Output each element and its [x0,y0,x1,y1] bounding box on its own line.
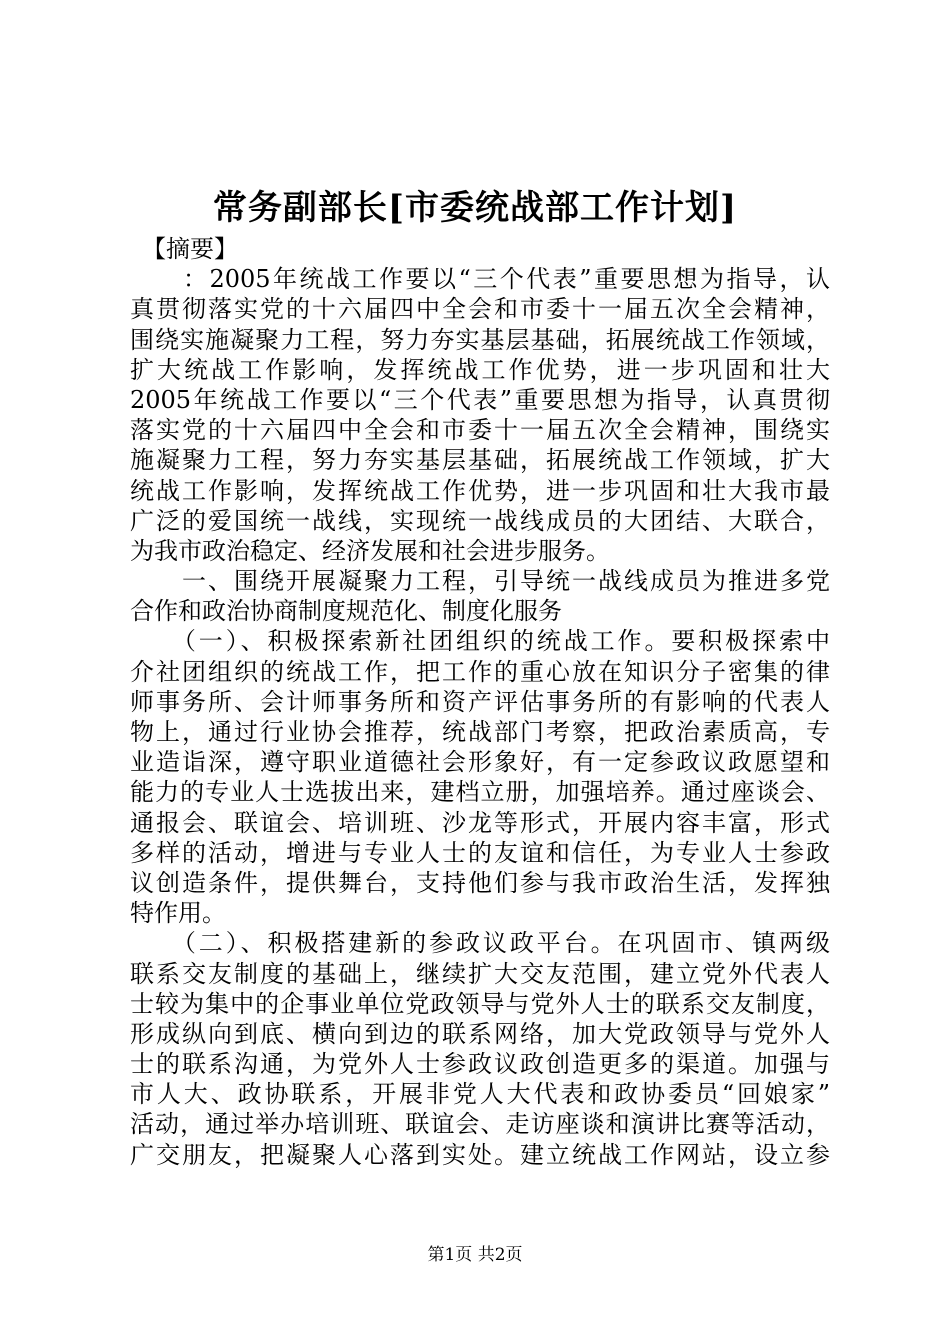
body-line: 能力的专业人士选拔出来，建档立册，加强培养。通过座谈会、 [130,778,830,807]
body-line: 为我市政治稳定、经济发展和社会进步服务。 [130,536,610,565]
body-line: ：2005年统战工作要以“三个代表”重要思想为指导，认 [130,265,830,294]
body-line: 议创造条件，提供舞台，支持他们参与我市政治生活，发挥独 [130,868,830,897]
body-line: 形成纵向到底、横向到边的联系网络，加大党政领导与党外人 [130,1019,830,1048]
document-body [130,234,830,1170]
body-line: 落实党的十六届四中全会和市委十一届五次全会精神，围绕实 [130,416,830,445]
body-line: 统战工作影响，发挥统战工作优势，进一步巩固和壮大我市最 [130,476,830,505]
body-line: 市人大、政协联系，开展非党人大代表和政协委员“回娘家” [130,1080,830,1109]
body-line: 联系交友制度的基础上，继续扩大交友范围，建立党外代表人 [130,959,830,988]
body-line: （二）、积极搭建新的参政议政平台。在巩固市、镇两级 [130,929,830,958]
body-line: 物上，通过行业协会推荐，统战部门考察，把政治素质高，专 [130,718,830,746]
body-line: 扩大统战工作影响，发挥统战工作优势，进一步巩固和壮大 [130,355,830,384]
body-line: 士较为集中的企事业单位党政领导与党外人士的联系交友制度， [130,989,830,1018]
body-line: 多样的活动，增进与专业人士的友谊和信任，为专业人士参政 [130,838,830,867]
body-line: 特作用。 [130,899,226,928]
body-line: 2005年统战工作要以“三个代表”重要思想为指导，认真贯彻 [130,385,830,414]
body-line: 活动，通过举办培训班、联谊会、走访座谈和演讲比赛等活动， [130,1110,830,1139]
body-line: 业造诣深，遵守职业道德社会形象好，有一定参政议政愿望和 [130,748,830,777]
body-line: 围绕实施凝聚力工程，努力夯实基层基础，拓展统战工作领域， [130,325,830,354]
body-line: 广交朋友，把凝聚人心落到实处。建立统战工作网站，设立参 [130,1140,830,1169]
body-line: 师事务所、会计师事务所和资产评估事务所的有影响的代表人 [130,687,830,716]
body-line: 合作和政治协商制度规范化、制度化服务 [130,597,562,626]
body-line: 真贯彻落实党的十六届四中全会和市委十一届五次全会精神， [130,295,830,324]
body-line: （一）、积极探索新社团组织的统战工作。要积极探索中 [130,627,830,656]
body-line: 通报会、联谊会、培训班、沙龙等形式，开展内容丰富，形式 [130,808,830,837]
page-footer: 第1页 共2页 [427,1245,523,1265]
document-title: 常务副部长[市委统战部工作计划] [212,188,738,228]
body-line: 施凝聚力工程，努力夯实基层基础，拓展统战工作领域，扩大 [130,446,830,475]
body-line: 介社团组织的统战工作，把工作的重心放在知识分子密集的律 [130,657,830,686]
body-line: 士的联系沟通，为党外人士参政议政创造更多的渠道。加强与 [130,1050,830,1079]
body-line: 广泛的爱国统一战线，实现统一战线成员的大团结、大联合， [130,506,830,535]
body-line: 【摘要】 [130,235,238,263]
body-line: 一、围绕开展凝聚力工程，引导统一战线成员为推进多党 [130,567,830,596]
